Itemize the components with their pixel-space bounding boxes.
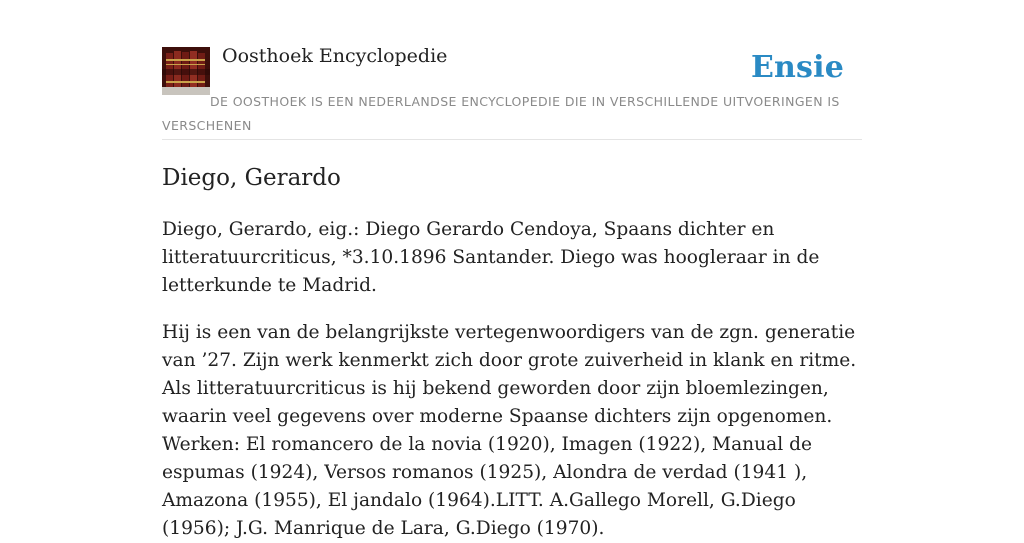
article-paragraph-1: Diego, Gerardo, eig.: Diego Gerardo Cendoya, Spaans dichter en litteratuurcriticus, *3.10.1896 Santander. Diego was hoogleraar in de letterkunde te Madrid.	[162, 219, 820, 296]
ensie-logo-link[interactable]: Ensie	[750, 50, 844, 85]
site-tagline: DE OOSTHOEK IS EEN NEDERLANDSE ENCYCLOPEDIE DIE IN VERSCHILLENDE UITVOERINGEN IS VERSCHENEN	[162, 94, 840, 133]
article-paragraph-2: Hij is een van de belangrijkste vertegenwoordigers van de zgn. generatie van ’27. Zijn werk kenmerkt zich door grote zuiverheid in klank en ritme. Als litteratuurcriticus is hij bekend geworden door zijn bloemlezingen, waarin veel gegevens over moderne Spaanse dichters zijn opgenomen. Werken: El romancero de la novia (1920), Imagen (1922), Manual de espumas (1924), Versos romanos (1925), Alondra de verdad (1941 ), Amazona (1955), El jandalo (1964).LITT. A.Gallego Morell, G.Diego (1956); J.G. Manrique de Lara, G.Diego (1970).	[162, 322, 857, 539]
encyclopedia-books-avatar[interactable]	[162, 47, 210, 95]
article	[162, 160, 862, 543]
books-icon	[162, 47, 210, 95]
site-name[interactable]: Oosthoek Encyclopedie	[222, 45, 448, 67]
site-header	[162, 0, 862, 140]
article-title: Diego, Gerardo	[162, 165, 341, 191]
